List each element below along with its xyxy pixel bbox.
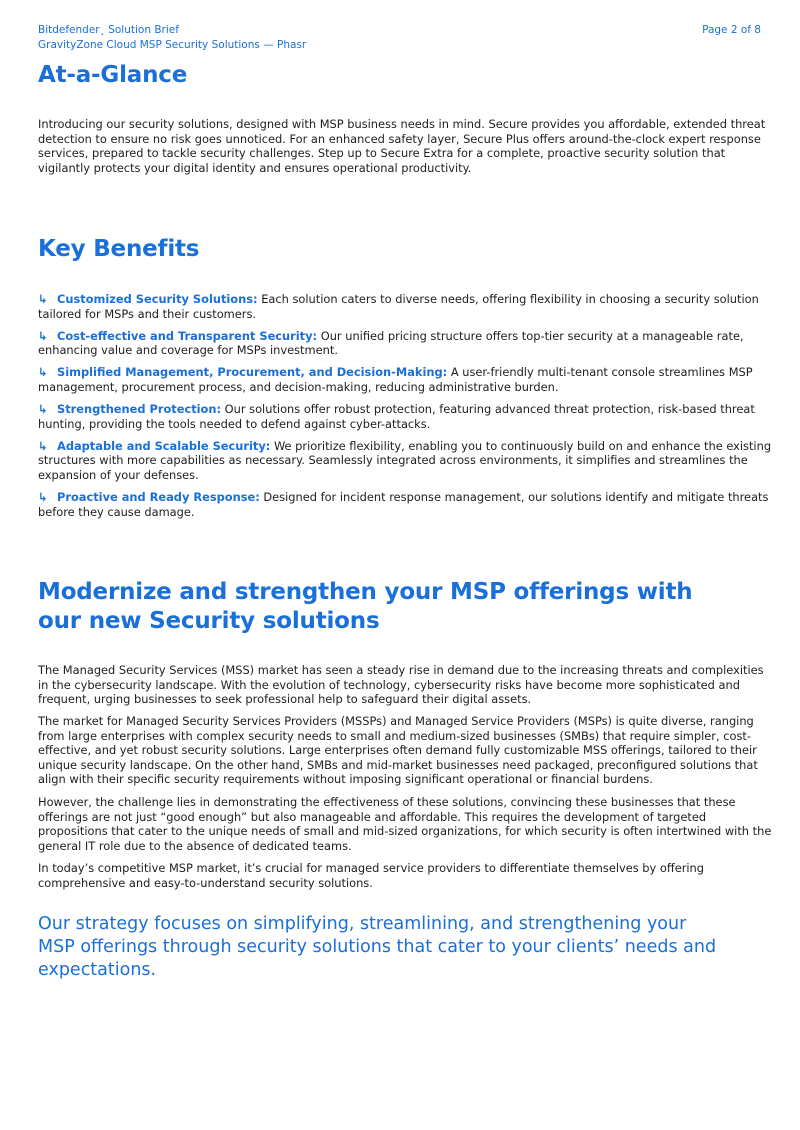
arrow-icon: ↳	[38, 292, 48, 306]
benefit-text: We prioritize flexibility, enabling you to continuously build on and enhance the existing structures with more capabilities as necessary. Seamlessly integrated across environments, it simplifies and streamlines the expansion of your defenses.	[38, 438, 772, 482]
benefit-term: Strengthened Protection:	[57, 402, 222, 417]
benefit-item	[38, 329, 776, 358]
arrow-icon: ↳	[38, 328, 48, 343]
benefit-item	[38, 292, 776, 321]
benefit-term: Customized Security Solutions:	[57, 292, 258, 306]
arrow-icon: ↳	[38, 438, 48, 453]
benefit-item	[38, 402, 776, 431]
body-paragraph: The Managed Security Services (MSS) market has seen a steady rise in demand due to the increasing threats and complexities in the cybersecurity landscape. With the evolution of technology, cybersecurity risks have become more sophisticated and frequent, urging businesses to seek professional help to safeguard their digital assets.	[38, 663, 764, 707]
at-a-glance-body: Introducing our security solutions, designed with MSP business needs in mind. Secure provides you affordable, extended threat detection to ensure no risk goes unnoticed. For an enhanced safety layer, Secure Plus offers around-the-clock expert response services, prepared to tackle security challenges. Step up to Secure Extra for a complete, proactive security solution that vigilantly protects your digital identity and ensures operational productivity.	[38, 117, 766, 175]
body-paragraph: The market for Managed Security Services Providers (MSSPs) and Managed Service Providers (MSPs) is quite diverse, ranging from large enterprises with complex security needs to small and medium-sized businesses (SMBs) that require simpler, cost-effective, and yet robust security solutions. Large enterprises often demand fully customizable MSS offerings, tailored to their unique security landscape. On the other hand, SMBs and mid-market businesses need packaged, preconfigured solutions that align with their specific security requirements without imposing significant operational or financial burdens.	[38, 714, 758, 787]
benefit-text: Each solution caters to diverse needs, offering flexibility in choosing a security solution tailored for MSPs and their customers.	[38, 292, 759, 321]
arrow-icon: ↳	[38, 402, 48, 417]
arrow-icon: ↳	[38, 365, 48, 380]
document-subtitle: GravityZone Cloud MSP Security Solutions — Phasr	[38, 38, 307, 51]
body-paragraph: In today’s competitive MSP market, it’s crucial for managed service providers to differentiate themselves by offering comprehensive and easy-to-understand security solutions.	[38, 861, 705, 890]
benefits-list	[38, 292, 776, 527]
body-paragraph: However, the challenge lies in demonstrating the effectiveness of these solutions, convincing these businesses that these offerings are not just “good enough” but also manageable and affordable. This requires the development of targeted propositions that cater to the unique needs of small and mid-sized organizations, for which security is often intertwined with the general IT role due to the absence of dedicated teams.	[38, 795, 772, 853]
benefit-term: Simplified Management, Procurement, and Decision-Making:	[57, 365, 448, 380]
benefit-item	[38, 365, 776, 394]
page-indicator: Page 2 of 8	[702, 24, 761, 36]
benefit-text: Our solutions offer robust protection, featuring advanced threat protection, risk-based threat hunting, providing the tools needed to defend against cyber-attacks.	[38, 402, 755, 431]
benefit-term: Cost-effective and Transparent Security:	[57, 328, 318, 343]
page-header	[38, 23, 306, 52]
benefit-item	[38, 490, 776, 519]
benefit-text: Our unified pricing structure offers top-tier security at a manageable rate, enhancing value and coverage for MSPs investment.	[38, 328, 744, 358]
brand-line: Bitdefender¸ Solution Brief	[38, 24, 179, 36]
benefit-text: Designed for incident response management, our solutions identify and mitigate threats before they cause damage.	[38, 490, 769, 519]
benefit-item	[38, 439, 776, 483]
at-a-glance-heading: At-a-Glance	[38, 62, 188, 88]
modernize-heading: Modernize and strengthen your MSP offerings with our new Security solutions	[38, 579, 693, 634]
benefit-term: Adaptable and Scalable Security:	[57, 438, 271, 453]
benefit-term: Proactive and Ready Response:	[57, 490, 260, 505]
key-benefits-heading: Key Benefits	[38, 236, 200, 262]
benefit-text: A user-friendly multi-tenant console streamlines MSP management, procurement process, and decision-making, reducing administrative burden.	[38, 365, 753, 394]
strategy-callout: Our strategy focuses on simplifying, streamlining, and strengthening your MSP offerings through security solutions that cater to your clients’ needs and expectations.	[38, 914, 717, 980]
arrow-icon: ↳	[38, 490, 48, 505]
